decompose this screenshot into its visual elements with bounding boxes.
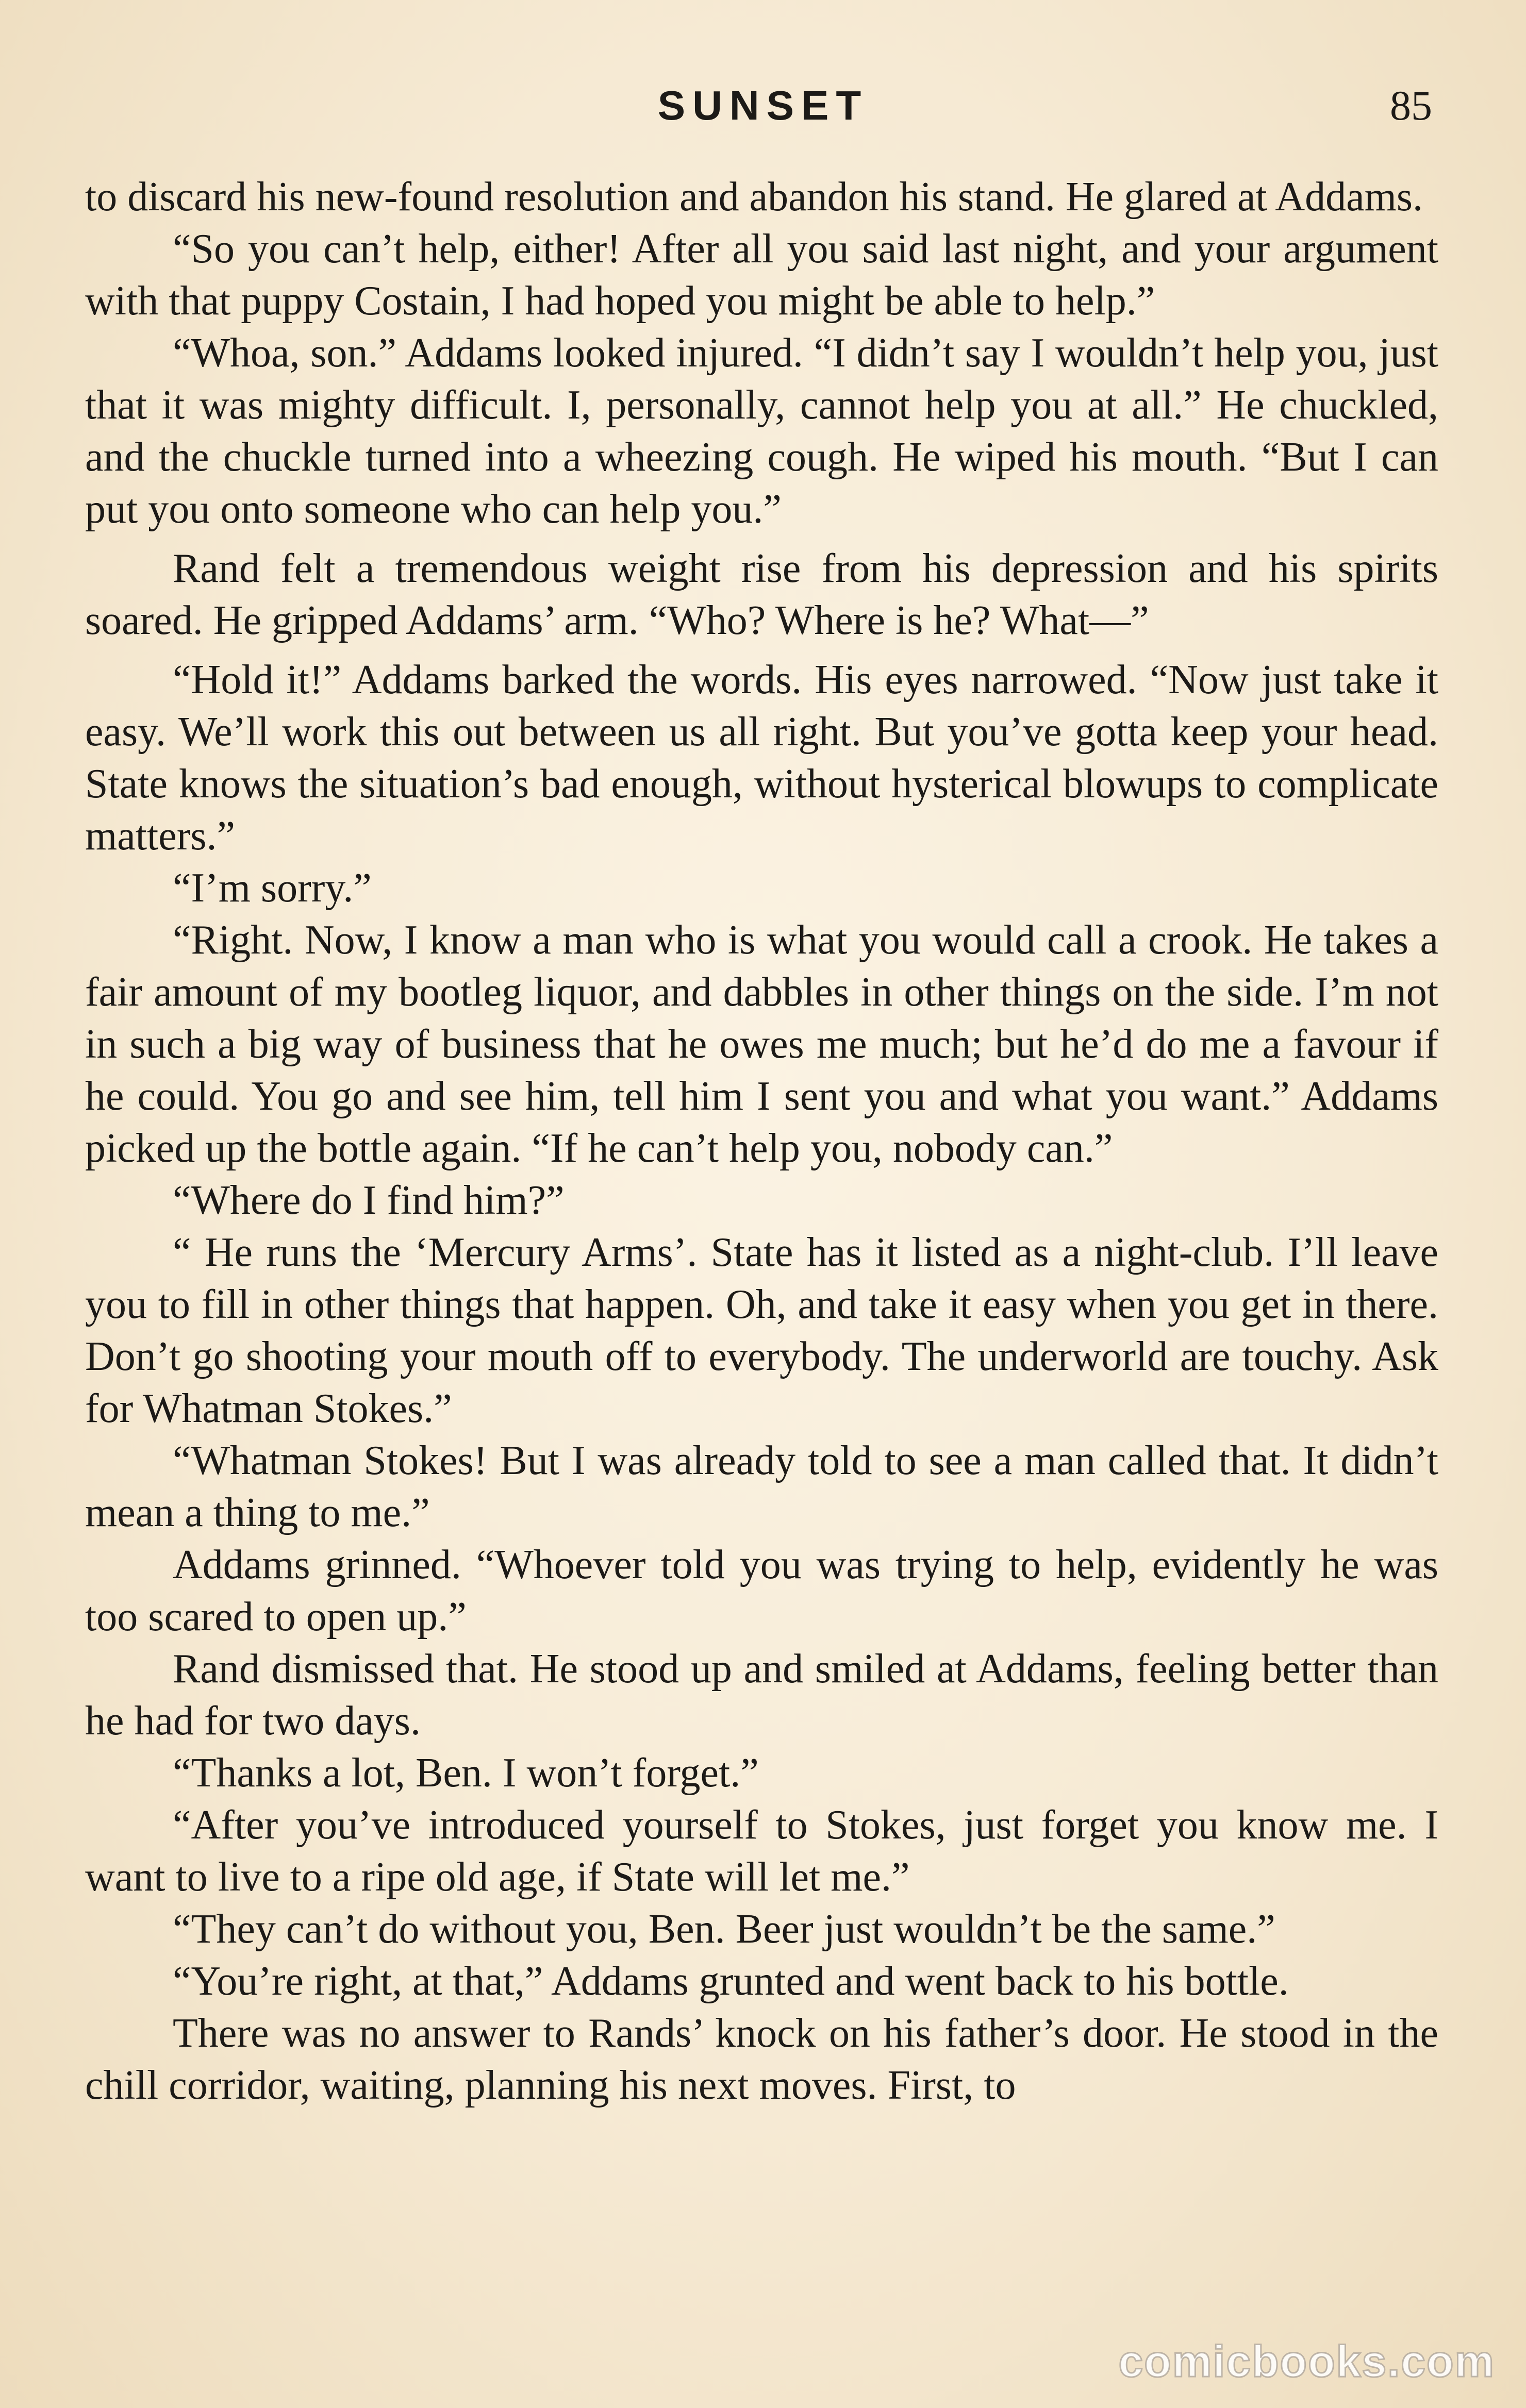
paragraph-7: “Right. Now, I know a man who is what you would call a crook. He takes a fair amount of my bootleg liquor, and dabbles in other things on the side. I’m not in such a big way of business that he owes me much; but he’d do me a favour if he could. You go and see him, tell him I sent you and what you want.” Addams picked up the bottle again. “If he can’t help you, nobody can.” xyxy=(85,917,1438,1171)
page-number: 85 xyxy=(1390,82,1432,129)
paragraph-15: “They can’t do without you, Ben. Beer just wouldn’t be the same.” xyxy=(173,1907,1275,1952)
paragraph-4: Rand felt a tremendous weight rise from his depression and his spirits soared. He gripped Addams’ arm. “Who? Where is he? What—” xyxy=(85,546,1438,643)
paragraph-9: “ He runs the ‘Mercury Arms’. State has it listed as a night-club. I’ll leave you to fill in other things that happen. Oh, and take it easy when you get in there. Don’t go shooting your mouth off to everybody. The underworld are touchy. Ask for Whatman Stokes.” xyxy=(85,1230,1438,1431)
paragraph-13: “Thanks a lot, Ben. I won’t forget.” xyxy=(173,1750,759,1796)
running-title: SUNSET xyxy=(657,82,869,128)
paragraph-16: “You’re right, at that,” Addams grunted and went back to his bottle. xyxy=(173,1959,1289,2004)
paragraph-2: “So you can’t help, either! After all you said last night, and your argument with that puppy Costain, I had hoped you might be able to help.” xyxy=(85,226,1438,324)
paragraph-3: “Whoa, son.” Addams looked injured. “I didn’t say I wouldn’t help you, just that it was mighty difficult. I, personally, cannot help you at all.” He chuckled, and the chuckle turned into a wheezing cough. He wiped his mouth. “But I can put you onto someone who can help you.” xyxy=(85,330,1438,532)
paragraph-12: Rand dismissed that. He stood up and smiled at Addams, feeling better than he had for two days. xyxy=(85,1646,1438,1744)
paragraph-10: “Whatman Stokes! But I was already told to see a man called that. It didn’t mean a thing to me.” xyxy=(85,1438,1438,1535)
paragraph-6: “I’m sorry.” xyxy=(173,865,372,911)
body-text xyxy=(85,171,1438,2112)
paragraph-1: to discard his new-found resolution and abandon his stand. He glared at Addams. xyxy=(85,174,1423,220)
running-head xyxy=(82,77,1444,134)
paragraph-17: There was no answer to Rands’ knock on his father’s door. He stood in the chill corridor, waiting, planning his next moves. First, to xyxy=(85,2011,1438,2108)
paragraph-14: “After you’ve introduced yourself to Stokes, just forget you know me. I want to live to a ripe old age, if State will let me.” xyxy=(85,1802,1438,1900)
paragraph-5: “Hold it!” Addams barked the words. His eyes narrowed. “Now just take it easy. We’ll work this out between us all right. But you’ve gotta keep your head. State knows the situation’s bad enough, without hysterical blowups to complicate matters.” xyxy=(85,657,1438,859)
paragraph-11: Addams grinned. “Whoever told you was trying to help, evidently he was too scared to open up.” xyxy=(85,1542,1438,1640)
paragraph-8: “Where do I find him?” xyxy=(173,1178,565,1223)
watermark-text: comicbooks.com xyxy=(1118,2337,1495,2386)
